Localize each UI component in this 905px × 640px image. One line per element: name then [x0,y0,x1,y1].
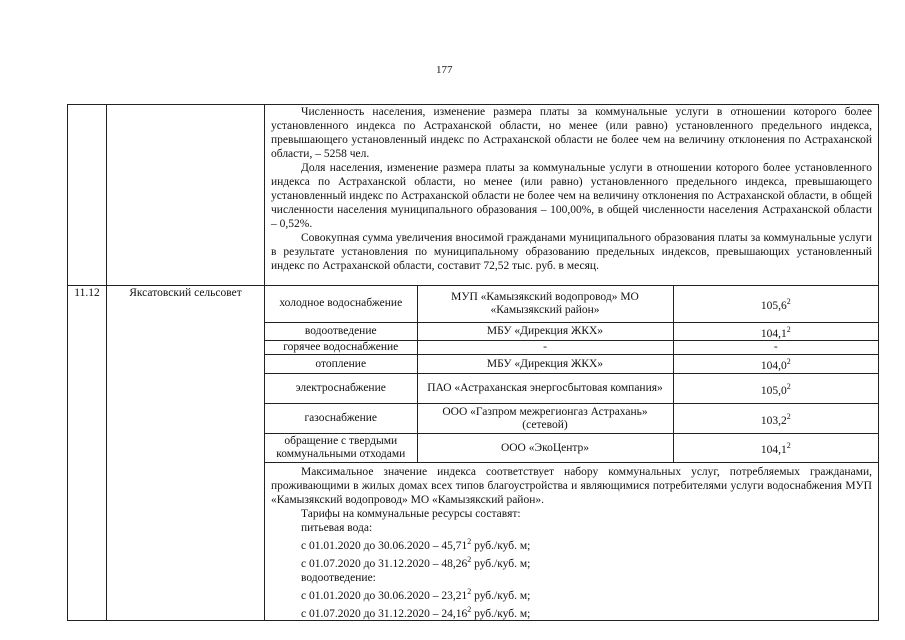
tariff-line: с 01.01.2020 до 30.06.2020 – 45,71$^2$ руб./куб. м; [301,537,531,552]
table-row-continuation [68,105,879,286]
service-name: газоснабжение [265,404,417,434]
tariffs-block [265,463,878,620]
tariff-group-heading: водоотведение: [301,571,376,584]
service-provider: ООО «ЭкоЦентр» [417,434,673,463]
service-index: - [673,341,878,355]
footnote-mark: 2 [467,586,472,596]
settlement-name: Яксатовский сельсовет [107,286,265,621]
service-index: 104,1$^2$ [673,322,878,341]
share-paragraph: Доля населения, изменение размера платы за коммунальные услуги в отношении которого более установленного индекса по Астраханской области, но менее (или равно) установленного предельного индекса, превышающего установленный индекс по Астраханской области не более чем на величину отклонения по Астраханской области, в общей численности населения муниципального образования – 100,00%, в общей численности населения Астраханской области – 0,52%. [271,162,872,230]
service-row [265,434,878,463]
service-index: 105,0$^2$ [673,374,878,404]
services-table [265,286,878,463]
service-name: отопление [265,355,417,374]
footnote-mark: 2 [786,411,791,421]
footnote-mark: 2 [786,324,791,334]
summary-cell [265,105,879,286]
service-name: холодное водоснабжение [265,286,417,322]
footnote-mark: 2 [786,381,791,391]
service-row [265,322,878,341]
tariff-line: с 01.07.2020 до 31.12.2020 – 24,16$^2$ руб./куб. м; [301,604,531,620]
service-index: 103,2$^2$ [673,404,878,434]
population-paragraph: Численность населения, изменение размера платы за коммунальные услуги в отношении которого более установленного индекса по Астраханской области, но менее (или равно) установленного предельного индекса, превышающего установленный индекс по Астраханской области не более чем на величину отклонения по Астраханской области, – 5258 чел. [271,106,872,160]
service-index: 104,1$^2$ [673,434,878,463]
service-provider: ООО «Газпром межрегионгаз Астрахань» (сетевой) [417,404,673,434]
service-row [265,355,878,374]
footnote-mark: 2 [786,441,791,451]
service-provider: ПАО «Астраханская энергосбытовая компания» [417,374,673,404]
service-row [265,404,878,434]
settlement-cell-empty [107,105,265,286]
service-index: 104,0$^2$ [673,355,878,374]
footnote-mark: 2 [467,554,472,564]
service-name: горячее водоснабжение [265,341,417,355]
number-cell-empty [68,105,107,286]
tariff-line: с 01.01.2020 до 30.06.2020 – 23,21$^2$ руб./куб. м; [301,586,531,602]
footnote-mark: 2 [467,604,472,614]
service-row [265,341,878,355]
service-provider: МУП «Камызякский водопровод» МО «Камызякский район» [417,286,673,322]
footnote-mark: 2 [786,357,791,367]
service-row [265,374,878,404]
service-provider: - [417,341,673,355]
footnote-mark: 2 [467,537,472,547]
service-index: 105,6$^2$ [673,286,878,322]
tariff-group-heading: питьевая вода: [301,522,373,535]
services-cell [265,286,879,621]
service-name: водоотведение [265,322,417,341]
tariff-line: с 01.07.2020 до 31.12.2020 – 48,26$^2$ руб./куб. м; [301,554,531,570]
service-name: обращение с твердыми коммунальными отходами [265,434,417,463]
service-row [265,286,878,322]
max-index-paragraph: Максимальное значение индекса соответствует набору коммунальных услуг, потребляемых гражданами, проживающими в жилых домах всех типов благоустройства и являющимися потребителями услуги водоснабжения МУП «Камызякский водопровод» МО «Камызякский район». [271,466,872,507]
footnote-mark: 2 [786,296,791,306]
page-number: 177 [436,64,453,76]
total-sum-paragraph: Совокупная сумма увеличения вносимой гражданами муниципального образования платы за коммунальные услуги в результате установления по муниципальному образованию предельных индексов, превышающих установленный индекс по Астраханской области, составит 72,52 тыс. руб. в месяц. [271,232,872,272]
tariffs-intro: Тарифы на коммунальные ресурсы составят: [301,508,521,521]
table-row-settlement [68,286,879,621]
service-name: электроснабжение [265,374,417,404]
service-provider: МБУ «Дирекция ЖКХ» [417,322,673,341]
row-number: 11.12 [68,286,107,621]
service-provider: МБУ «Дирекция ЖКХ» [417,355,673,374]
index-table [67,104,879,621]
